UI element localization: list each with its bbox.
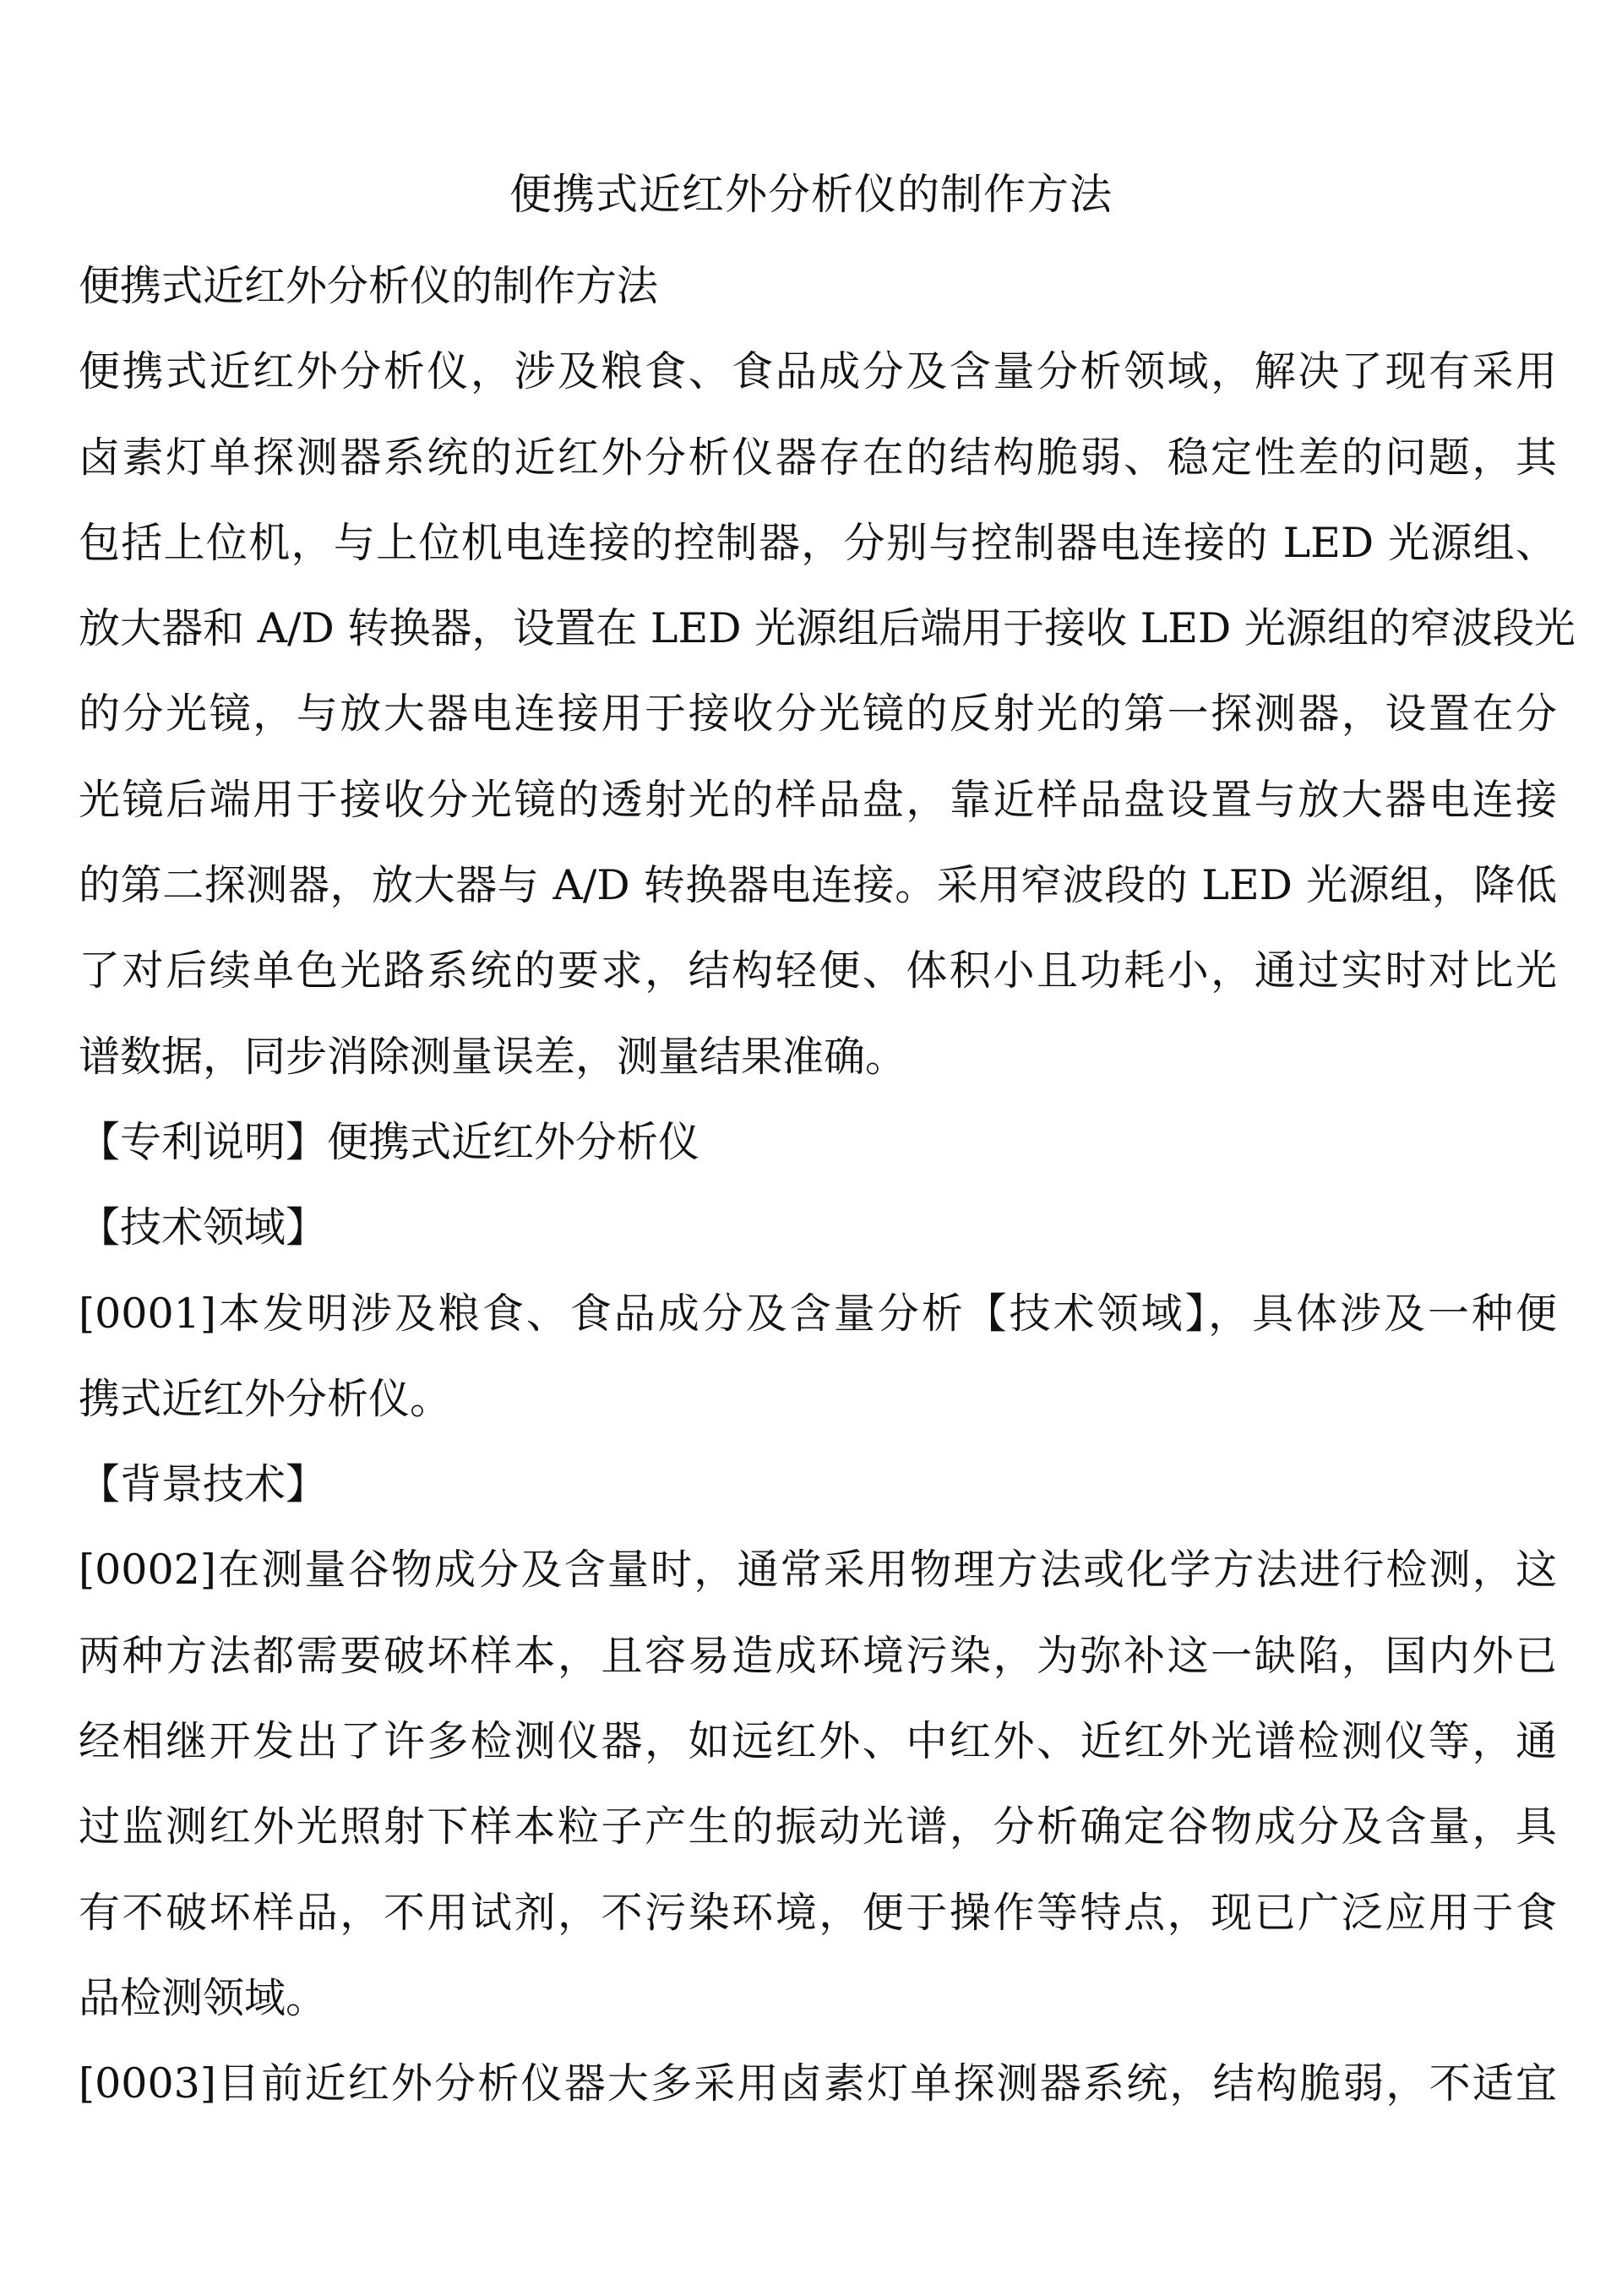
document-title: 便携式近红外分析仪的制作方法 — [509, 170, 1113, 219]
text-line: 过监测红外光照射下样本粒子产生的振动光谱，分析确定谷物成分及含量，具 — [79, 1802, 1557, 1852]
text-line: 【技术领域】 — [79, 1203, 328, 1252]
text-line: 【背景技术】 — [79, 1460, 328, 1509]
text-line: 光镜后端用于接收分光镜的透射光的样品盘，靠近样品盘设置与放大器电连接 — [79, 775, 1557, 824]
text-line: 【专利说明】便携式近红外分析仪 — [79, 1117, 700, 1166]
text-line: 的第二探测器，放大器与 A/D 转换器电连接。采用窄波段的 LED 光源组，降低 — [79, 861, 1557, 910]
text-line: 包括上位机，与上位机电连接的控制器，分别与控制器电连接的 LED 光源组、 — [79, 518, 1557, 567]
text-line: [0001]本发明涉及粮食、食品成分及含量分析【技术领域】，具体涉及一种便 — [79, 1289, 1557, 1338]
document-body — [79, 243, 1576, 2127]
text-line: 便携式近红外分析仪，涉及粮食、食品成分及含量分析领域，解决了现有采用 — [79, 347, 1557, 396]
text-line: 放大器和 A/D 转换器，设置在 LED 光源组后端用于接收 LED 光源组的窄波段光 — [79, 604, 1576, 653]
text-line: [0003]目前近红外分析仪器大多采用卤素灯单探测器系统，结构脆弱，不适宜 — [79, 2059, 1557, 2108]
text-line: 卤素灯单探测器系统的近红外分析仪器存在的结构脆弱、稳定性差的问题，其 — [79, 433, 1557, 482]
text-line: 两种方法都需要破坏样本，且容易造成环境污染，为弥补这一缺陷，国内外已 — [79, 1631, 1557, 1680]
text-line: 的分光镜，与放大器电连接用于接收分光镜的反射光的第一探测器，设置在分 — [79, 690, 1557, 739]
text-line: 便携式近红外分析仪的制作方法 — [79, 262, 659, 310]
text-line: 经相继开发出了许多检测仪器，如远红外、中红外、近红外光谱检测仪等，通 — [79, 1717, 1557, 1766]
text-line: 了对后续单色光路系统的要求，结构轻便、体积小且功耗小，通过实时对比光 — [79, 946, 1557, 995]
text-line: 谱数据，同步消除测量误差，测量结果准确。 — [79, 1032, 907, 1081]
text-line: 携式近红外分析仪。 — [79, 1374, 452, 1423]
text-line: [0002]在测量谷物成分及含量时，通常采用物理方法或化学方法进行检测，这 — [79, 1546, 1557, 1595]
text-line: 有不破坏样品，不用试剂，不污染环境，便于操作等特点，现已广泛应用于食 — [79, 1888, 1557, 1937]
text-line: 品检测领域。 — [79, 1973, 328, 2022]
